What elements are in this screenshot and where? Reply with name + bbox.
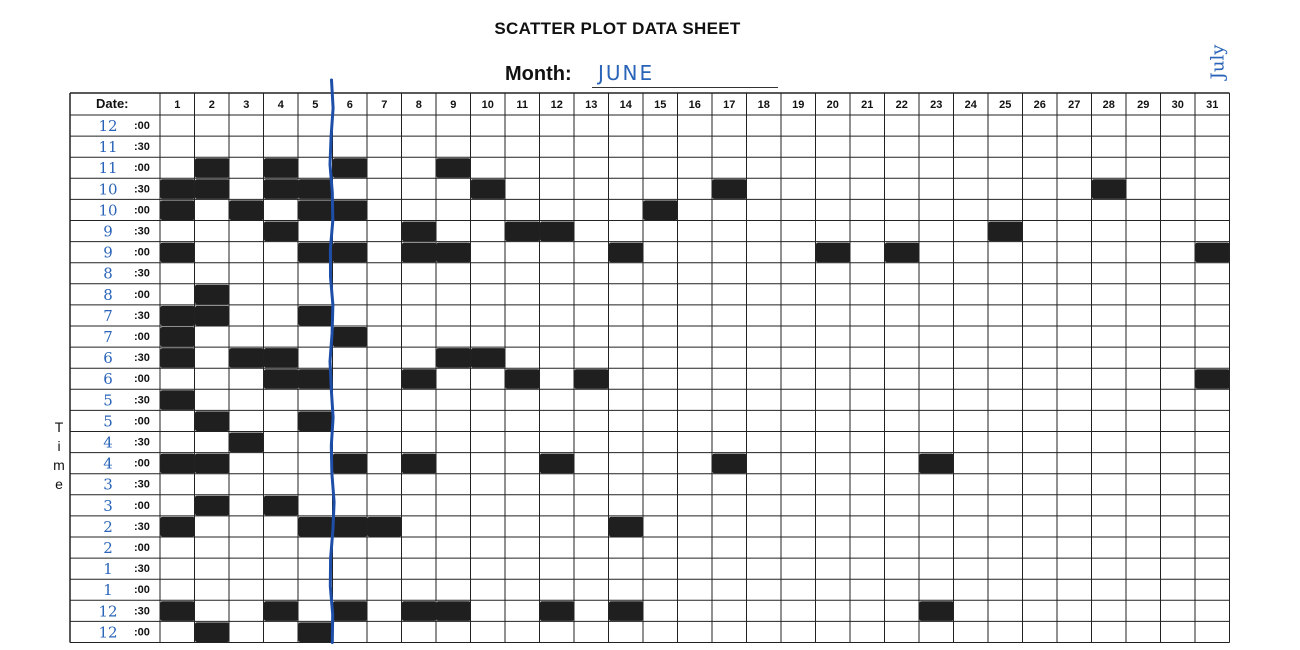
hour-label: 3 <box>103 496 113 515</box>
hour-label: 9 <box>103 243 113 262</box>
scatter-mark <box>920 454 954 474</box>
scatter-mark <box>368 517 402 537</box>
month-value: JUNE <box>598 61 655 85</box>
minute-label: :30 <box>134 183 150 196</box>
scatter-mark <box>609 243 643 263</box>
hour-label: 2 <box>103 517 113 536</box>
day-number: 6 <box>346 99 353 111</box>
scatter-mark <box>540 601 574 621</box>
day-number: 8 <box>415 99 422 111</box>
minute-label: :30 <box>134 436 150 449</box>
time-axis-letter: e <box>55 476 63 492</box>
hour-label: 4 <box>103 433 113 452</box>
minute-label: :00 <box>134 499 150 512</box>
minute-label: :30 <box>134 309 150 322</box>
next-month-text: July <box>1207 44 1229 80</box>
day-number: 28 <box>1102 99 1115 111</box>
minute-label: :30 <box>134 352 150 365</box>
scatter-mark <box>575 369 609 389</box>
scatter-mark <box>506 369 540 389</box>
scatter-mark <box>402 222 436 242</box>
minute-label: :00 <box>134 288 150 301</box>
scatter-mark <box>885 243 919 263</box>
month-label: Month: <box>505 63 572 85</box>
hour-label: 1 <box>103 581 113 600</box>
day-number: 10 <box>481 99 494 111</box>
scatter-mark <box>437 243 471 263</box>
minute-label: :30 <box>134 267 150 280</box>
scatter-mark <box>264 158 298 178</box>
day-number: 15 <box>654 99 667 111</box>
scatter-mark <box>299 622 333 642</box>
day-number: 20 <box>826 99 839 111</box>
minute-label: :00 <box>134 162 150 175</box>
scatter-mark <box>299 200 333 220</box>
day-number: 2 <box>208 99 215 111</box>
day-number: 25 <box>999 99 1012 111</box>
scatter-mark <box>264 179 298 199</box>
scatter-mark <box>299 369 333 389</box>
minute-label: :30 <box>134 478 150 491</box>
minute-label: :30 <box>134 141 150 154</box>
minute-label: :30 <box>134 520 150 533</box>
minute-label: :00 <box>134 120 150 132</box>
minute-label: :00 <box>134 246 150 259</box>
scatter-mark <box>230 348 264 368</box>
scatter-mark <box>333 200 367 220</box>
scatter-mark <box>195 158 229 178</box>
day-number: 29 <box>1137 99 1150 111</box>
scatter-mark <box>471 348 505 368</box>
scatter-mark <box>195 306 229 326</box>
hour-label: 12 <box>98 602 118 621</box>
minute-label: :00 <box>134 584 150 597</box>
scatter-mark <box>402 369 436 389</box>
scatter-mark <box>299 179 333 199</box>
scatter-mark <box>161 327 195 347</box>
hour-label: 6 <box>103 349 113 368</box>
minute-label: :30 <box>134 605 150 618</box>
scatter-mark <box>333 454 367 474</box>
hour-label: 8 <box>103 264 113 283</box>
time-axis-letter: i <box>57 438 61 454</box>
minute-label: :00 <box>134 415 150 428</box>
minute-label: :00 <box>134 457 150 470</box>
hour-label: 11 <box>98 159 118 178</box>
scatter-mark <box>920 601 954 621</box>
scatter-mark <box>402 601 436 621</box>
scatter-mark <box>161 348 195 368</box>
scatter-mark <box>437 601 471 621</box>
scatter-mark <box>161 306 195 326</box>
hour-label: 10 <box>98 180 118 199</box>
scatter-mark <box>1196 243 1230 263</box>
scatter-mark <box>333 243 367 263</box>
hour-label: 7 <box>103 328 113 346</box>
time-axis-letter: m <box>53 457 65 473</box>
hour-label: 5 <box>103 391 113 410</box>
scatter-mark <box>506 222 540 242</box>
minute-label: :00 <box>134 204 150 217</box>
minute-label: :30 <box>134 394 150 407</box>
scatter-mark <box>437 158 471 178</box>
minute-label: :00 <box>134 626 150 639</box>
scatter-mark <box>333 158 367 178</box>
day-number: 7 <box>381 99 388 111</box>
day-number: 1 <box>174 99 181 111</box>
scatter-mark <box>264 348 298 368</box>
hour-label: 10 <box>98 201 118 220</box>
day-number: 22 <box>895 99 908 111</box>
minute-label: :30 <box>134 563 150 576</box>
day-number: 9 <box>450 99 457 111</box>
scatter-mark <box>540 454 574 474</box>
minute-label: :30 <box>134 225 150 238</box>
scatter-mark <box>161 390 195 410</box>
scatter-mark <box>195 411 229 431</box>
hour-label: 3 <box>103 475 113 494</box>
scatter-mark <box>264 222 298 242</box>
day-number: 17 <box>723 99 736 111</box>
day-number: 31 <box>1206 99 1219 111</box>
hour-label: 1 <box>103 560 113 579</box>
day-number: 4 <box>277 99 284 111</box>
scatter-mark <box>195 285 229 305</box>
scatter-mark <box>195 454 229 474</box>
scatter-mark <box>402 454 436 474</box>
scatter-mark <box>471 179 505 199</box>
scatter-mark <box>161 179 195 199</box>
day-number: 13 <box>585 99 598 111</box>
day-number: 23 <box>930 99 943 111</box>
scatter-mark <box>1196 369 1230 389</box>
scatter-mark <box>195 179 229 199</box>
minute-label: :00 <box>134 373 150 386</box>
hour-label: 2 <box>103 539 113 557</box>
scatter-mark <box>540 222 574 242</box>
day-number: 27 <box>1068 99 1081 111</box>
day-number: 11 <box>516 99 529 111</box>
scatter-mark <box>402 243 436 263</box>
scatter-mark <box>437 348 471 368</box>
scatter-mark <box>713 454 747 474</box>
scatter-mark <box>989 222 1023 242</box>
day-number: 30 <box>1171 99 1184 111</box>
minute-label: :00 <box>134 331 150 343</box>
hour-label: 12 <box>98 117 118 135</box>
scatter-mark <box>333 517 367 537</box>
scatter-mark <box>161 454 195 474</box>
scatter-mark <box>299 411 333 431</box>
day-number: 14 <box>619 99 632 111</box>
scatter-mark <box>333 601 367 621</box>
day-number: 3 <box>243 99 250 111</box>
scatter-mark <box>264 496 298 516</box>
hour-label: 7 <box>103 306 113 325</box>
scatter-mark <box>333 327 367 347</box>
scatter-mark <box>644 200 678 220</box>
day-number: 21 <box>861 99 874 111</box>
day-number: 18 <box>757 99 770 111</box>
day-number: 24 <box>964 99 977 111</box>
scatter-mark <box>161 601 195 621</box>
scatter-mark <box>161 200 195 220</box>
scatter-mark <box>161 243 195 263</box>
sheet-title: SCATTER PLOT DATA SHEET <box>494 19 741 38</box>
minute-label: :00 <box>134 542 150 554</box>
scatter-mark <box>713 179 747 199</box>
scatter-mark <box>609 517 643 537</box>
day-number: 16 <box>688 99 701 111</box>
day-number: 12 <box>550 99 563 111</box>
date-header: Date: <box>96 96 129 111</box>
scatter-mark <box>195 622 229 642</box>
hour-label: 8 <box>103 285 113 304</box>
scatter-mark <box>161 517 195 537</box>
time-axis-letter: T <box>54 419 64 435</box>
scatter-mark <box>299 306 333 326</box>
hour-label: 6 <box>103 370 113 389</box>
hour-label: 12 <box>98 623 118 642</box>
day-number: 19 <box>792 99 805 111</box>
scatter-mark <box>264 369 298 389</box>
scatter-mark <box>299 243 333 263</box>
scatter-mark <box>230 433 264 453</box>
day-number: 5 <box>312 99 319 111</box>
scatter-mark <box>264 601 298 621</box>
scatter-mark <box>816 243 850 263</box>
scatter-mark <box>609 601 643 621</box>
scatter-mark <box>1092 179 1126 199</box>
hour-label: 5 <box>103 412 113 431</box>
scatter-mark <box>299 517 333 537</box>
scatter-mark <box>230 200 264 220</box>
day-number: 26 <box>1033 99 1046 111</box>
hour-label: 4 <box>103 454 113 473</box>
scatter-mark <box>195 496 229 516</box>
hour-label: 9 <box>103 222 113 241</box>
hour-label: 11 <box>98 138 118 157</box>
